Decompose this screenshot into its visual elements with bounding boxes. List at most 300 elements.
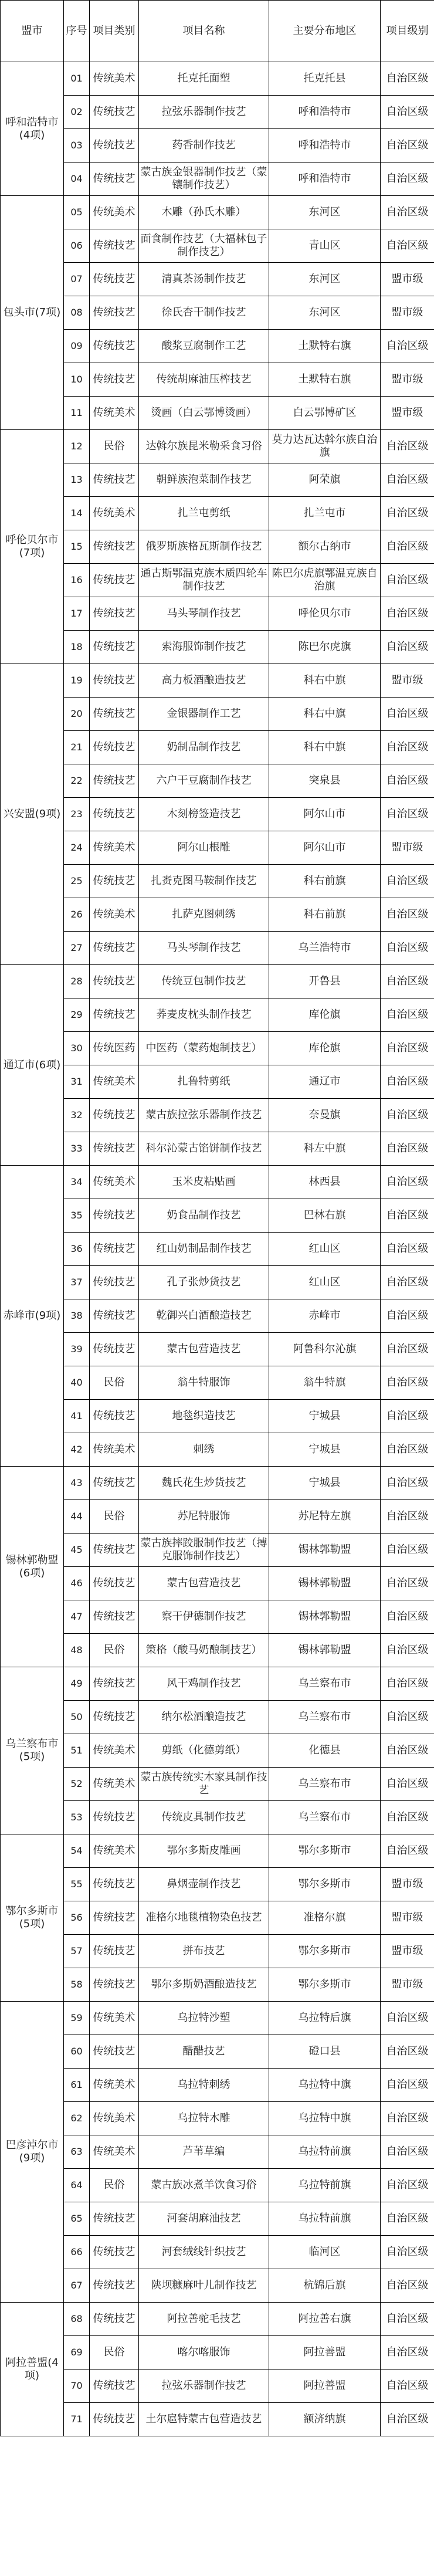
- area-cell: 呼和浩特市: [269, 129, 381, 163]
- category-cell: 传统美术: [90, 898, 139, 932]
- table-row: [1, 196, 434, 229]
- project-name-cell: 乾御兴白酒酿造技艺: [139, 1299, 269, 1333]
- level-cell: 自治区级: [381, 330, 434, 363]
- table-row: [1, 664, 434, 698]
- category-cell: 传统美术: [90, 1065, 139, 1099]
- number-cell: 37: [64, 1266, 90, 1299]
- level-cell: 自治区级: [381, 2303, 434, 2336]
- category-cell: 传统技艺: [90, 229, 139, 263]
- number-cell: 67: [64, 2269, 90, 2303]
- category-cell: 民俗: [90, 2169, 139, 2202]
- table-row: [1, 1065, 434, 1099]
- number-cell: 14: [64, 497, 90, 530]
- area-cell: 库伦旗: [269, 998, 381, 1032]
- number-cell: 15: [64, 530, 90, 564]
- table-row: [1, 1935, 434, 1968]
- number-cell: 48: [64, 1634, 90, 1667]
- area-cell: 开鲁县: [269, 965, 381, 998]
- table-row: [1, 1600, 434, 1634]
- league-cell: 锡林郭勒盟(6项): [1, 1467, 64, 1667]
- area-cell: 临河区: [269, 2236, 381, 2269]
- table-row: [1, 2135, 434, 2169]
- area-cell: 阿拉善盟: [269, 2369, 381, 2403]
- number-cell: 01: [64, 62, 90, 96]
- project-name-cell: 苏尼特服饰: [139, 1500, 269, 1534]
- area-cell: 额尔古纳市: [269, 530, 381, 564]
- number-cell: 41: [64, 1400, 90, 1433]
- project-name-cell: 蒙古族拉弦乐器制作技艺: [139, 1099, 269, 1132]
- table-row: [1, 698, 434, 731]
- number-cell: 57: [64, 1935, 90, 1968]
- number-cell: 13: [64, 463, 90, 497]
- level-cell: 盟市级: [381, 664, 434, 698]
- project-name-cell: 徐氏杏干制作技艺: [139, 296, 269, 330]
- project-name-cell: 蒙古族摔跤服制作技艺（搏克服饰制作技艺）: [139, 1534, 269, 1567]
- number-cell: 44: [64, 1500, 90, 1534]
- area-cell: 鄂尔多斯市: [269, 1834, 381, 1868]
- project-name-cell: 芦苇草编: [139, 2135, 269, 2169]
- level-cell: 自治区级: [381, 1032, 434, 1065]
- table-row: [1, 1701, 434, 1734]
- level-cell: 盟市级: [381, 831, 434, 865]
- project-name-cell: 蒙古族冰煮羊饮食习俗: [139, 2169, 269, 2202]
- level-cell: 自治区级: [381, 1768, 434, 1801]
- number-cell: 49: [64, 1667, 90, 1701]
- table-row: [1, 1266, 434, 1299]
- level-cell: 自治区级: [381, 2035, 434, 2069]
- area-cell: 青山区: [269, 229, 381, 263]
- level-cell: 自治区级: [381, 898, 434, 932]
- league-cell: 巴彦淖尔市(9项): [1, 2002, 64, 2303]
- number-cell: 50: [64, 1701, 90, 1734]
- table-row: [1, 1467, 434, 1500]
- category-cell: 传统美术: [90, 2102, 139, 2135]
- project-name-cell: 刺绣: [139, 1433, 269, 1467]
- category-cell: 传统技艺: [90, 1567, 139, 1600]
- level-cell: 盟市级: [381, 1968, 434, 2002]
- project-name-cell: 魏氏花生炒货技艺: [139, 1467, 269, 1500]
- area-cell: 乌兰察布市: [269, 1801, 381, 1834]
- area-cell: 东河区: [269, 196, 381, 229]
- level-cell: 自治区级: [381, 998, 434, 1032]
- project-name-cell: 红山奶制品制作技艺: [139, 1233, 269, 1266]
- project-name-cell: 通古斯鄂温克族木质四轮车制作技艺: [139, 564, 269, 597]
- level-cell: 自治区级: [381, 1266, 434, 1299]
- table-body: [1, 62, 434, 2436]
- area-cell: 阿荣旗: [269, 463, 381, 497]
- area-cell: 杭锦后旗: [269, 2269, 381, 2303]
- level-cell: 自治区级: [381, 463, 434, 497]
- category-cell: 传统技艺: [90, 2403, 139, 2436]
- number-cell: 06: [64, 229, 90, 263]
- level-cell: 自治区级: [381, 129, 434, 163]
- project-name-cell: 六户干豆腐制作技艺: [139, 764, 269, 798]
- category-cell: 传统技艺: [90, 1266, 139, 1299]
- level-cell: 自治区级: [381, 1634, 434, 1667]
- league-cell: 呼和浩特市(4项): [1, 62, 64, 196]
- level-cell: 自治区级: [381, 1199, 434, 1233]
- level-cell: 自治区级: [381, 2135, 434, 2169]
- table-row: [1, 2002, 434, 2035]
- project-name-cell: 玉米皮粘贴画: [139, 1166, 269, 1199]
- area-cell: 锡林郭勒盟: [269, 1600, 381, 1634]
- number-cell: 22: [64, 764, 90, 798]
- category-cell: 传统技艺: [90, 1968, 139, 2002]
- project-name-cell: 蒙古包营造技艺: [139, 1567, 269, 1600]
- category-cell: 传统技艺: [90, 1099, 139, 1132]
- league-cell: 包头市(7项): [1, 196, 64, 430]
- project-name-cell: 拉弦乐器制作技艺: [139, 2369, 269, 2403]
- number-cell: 60: [64, 2035, 90, 2069]
- number-cell: 62: [64, 2102, 90, 2135]
- number-cell: 11: [64, 397, 90, 430]
- table-row: [1, 296, 434, 330]
- level-cell: 自治区级: [381, 731, 434, 764]
- category-cell: 传统技艺: [90, 2303, 139, 2336]
- table-row: [1, 2369, 434, 2403]
- number-cell: 63: [64, 2135, 90, 2169]
- number-cell: 23: [64, 798, 90, 831]
- header-number: 序号: [64, 1, 90, 62]
- level-cell: 自治区级: [381, 564, 434, 597]
- area-cell: 苏尼特左旗: [269, 1500, 381, 1534]
- level-cell: 自治区级: [381, 1667, 434, 1701]
- table-row: [1, 330, 434, 363]
- table-row: [1, 129, 434, 163]
- area-cell: 宁城县: [269, 1400, 381, 1433]
- category-cell: 传统美术: [90, 831, 139, 865]
- area-cell: 红山区: [269, 1233, 381, 1266]
- number-cell: 56: [64, 1901, 90, 1935]
- area-cell: 化德县: [269, 1734, 381, 1768]
- number-cell: 43: [64, 1467, 90, 1500]
- category-cell: 传统技艺: [90, 1701, 139, 1734]
- number-cell: 26: [64, 898, 90, 932]
- area-cell: 赤峰市: [269, 1299, 381, 1333]
- project-name-cell: 鄂尔多斯皮雕画: [139, 1834, 269, 1868]
- number-cell: 28: [64, 965, 90, 998]
- table-row: [1, 798, 434, 831]
- number-cell: 07: [64, 263, 90, 296]
- number-cell: 61: [64, 2069, 90, 2102]
- project-name-cell: 纳尔松酒酿造技艺: [139, 1701, 269, 1734]
- table-row: [1, 1968, 434, 2002]
- table-row: [1, 564, 434, 597]
- number-cell: 34: [64, 1166, 90, 1199]
- level-cell: 自治区级: [381, 1065, 434, 1099]
- category-cell: 传统技艺: [90, 330, 139, 363]
- area-cell: 准格尔旗: [269, 1901, 381, 1935]
- table-row: [1, 1801, 434, 1834]
- level-cell: 自治区级: [381, 1233, 434, 1266]
- level-cell: 自治区级: [381, 1333, 434, 1366]
- number-cell: 68: [64, 2303, 90, 2336]
- category-cell: 传统技艺: [90, 129, 139, 163]
- area-cell: 科右中旗: [269, 698, 381, 731]
- area-cell: 通辽市: [269, 1065, 381, 1099]
- area-cell: 乌拉特中旗: [269, 2069, 381, 2102]
- area-cell: 呼和浩特市: [269, 163, 381, 196]
- category-cell: 传统技艺: [90, 764, 139, 798]
- area-cell: 阿尔山市: [269, 831, 381, 865]
- area-cell: 呼伦贝尔市: [269, 597, 381, 631]
- header-area: 主要分布地区: [269, 1, 381, 62]
- table-row: [1, 2169, 434, 2202]
- table-row: [1, 1901, 434, 1935]
- project-name-cell: 阿拉善驼毛技艺: [139, 2303, 269, 2336]
- category-cell: 传统技艺: [90, 1467, 139, 1500]
- table-row: [1, 1132, 434, 1166]
- number-cell: 29: [64, 998, 90, 1032]
- category-cell: 传统技艺: [90, 2202, 139, 2236]
- project-name-cell: 荞麦皮枕头制作技艺: [139, 998, 269, 1032]
- table-row: [1, 1366, 434, 1400]
- area-cell: 科左中旗: [269, 1132, 381, 1166]
- number-cell: 33: [64, 1132, 90, 1166]
- area-cell: 库伦旗: [269, 1032, 381, 1065]
- category-cell: 传统美术: [90, 2135, 139, 2169]
- table-row: [1, 2069, 434, 2102]
- area-cell: 鄂尔多斯市: [269, 1935, 381, 1968]
- category-cell: 传统技艺: [90, 1801, 139, 1834]
- category-cell: 传统技艺: [90, 597, 139, 631]
- project-name-cell: 传统胡麻油压榨技艺: [139, 363, 269, 397]
- area-cell: 锡林郭勒盟: [269, 1567, 381, 1600]
- project-name-cell: 马头琴制作技艺: [139, 597, 269, 631]
- league-cell: 乌兰察布市(5项): [1, 1667, 64, 1834]
- level-cell: 自治区级: [381, 1467, 434, 1500]
- category-cell: 民俗: [90, 1500, 139, 1534]
- level-cell: 自治区级: [381, 1734, 434, 1768]
- table-row: [1, 263, 434, 296]
- project-name-cell: 面食制作技艺（大福林包子制作技艺）: [139, 229, 269, 263]
- level-cell: 盟市级: [381, 1935, 434, 1968]
- table-row: [1, 2236, 434, 2269]
- project-name-cell: 蒙古族传统实木家具制作技艺: [139, 1768, 269, 1801]
- category-cell: 传统技艺: [90, 698, 139, 731]
- area-cell: 呼和浩特市: [269, 96, 381, 129]
- table-row: [1, 731, 434, 764]
- level-cell: 自治区级: [381, 2169, 434, 2202]
- category-cell: 传统技艺: [90, 1132, 139, 1166]
- project-name-cell: 科尔沁蒙古馅饼制作技艺: [139, 1132, 269, 1166]
- header-category: 项目类别: [90, 1, 139, 62]
- category-cell: 传统技艺: [90, 865, 139, 898]
- area-cell: 突泉县: [269, 764, 381, 798]
- project-name-cell: 木雕（孙氏木雕）: [139, 196, 269, 229]
- level-cell: 自治区级: [381, 1433, 434, 1467]
- level-cell: 自治区级: [381, 2102, 434, 2135]
- table-row: [1, 397, 434, 430]
- number-cell: 55: [64, 1868, 90, 1901]
- area-cell: 乌拉特前旗: [269, 2169, 381, 2202]
- area-cell: 东河区: [269, 296, 381, 330]
- project-name-cell: 乌拉特沙塑: [139, 2002, 269, 2035]
- area-cell: 鄂尔多斯市: [269, 1868, 381, 1901]
- level-cell: 自治区级: [381, 1500, 434, 1534]
- level-cell: 自治区级: [381, 96, 434, 129]
- number-cell: 69: [64, 2336, 90, 2369]
- number-cell: 71: [64, 2403, 90, 2436]
- table-row: [1, 1734, 434, 1768]
- category-cell: 传统技艺: [90, 530, 139, 564]
- level-cell: 自治区级: [381, 1801, 434, 1834]
- project-name-cell: 木刻榜签造技艺: [139, 798, 269, 831]
- league-cell: 赤峰市(9项): [1, 1166, 64, 1467]
- category-cell: 传统技艺: [90, 163, 139, 196]
- league-cell: 兴安盟(9项): [1, 664, 64, 965]
- category-cell: 传统技艺: [90, 1600, 139, 1634]
- level-cell: 自治区级: [381, 764, 434, 798]
- project-name-cell: 托克托面塑: [139, 62, 269, 96]
- number-cell: 45: [64, 1534, 90, 1567]
- area-cell: 科右前旗: [269, 898, 381, 932]
- level-cell: 盟市级: [381, 1901, 434, 1935]
- project-name-cell: 扎兰屯剪纸: [139, 497, 269, 530]
- area-cell: 乌兰察布市: [269, 1667, 381, 1701]
- project-name-cell: 剪纸（化德剪纸）: [139, 1734, 269, 1768]
- level-cell: 自治区级: [381, 2336, 434, 2369]
- level-cell: 自治区级: [381, 2269, 434, 2303]
- table-row: [1, 1667, 434, 1701]
- number-cell: 05: [64, 196, 90, 229]
- table-row: [1, 163, 434, 196]
- number-cell: 36: [64, 1233, 90, 1266]
- table-row: [1, 1099, 434, 1132]
- project-name-cell: 乌拉特木雕: [139, 2102, 269, 2135]
- category-cell: 传统美术: [90, 62, 139, 96]
- project-name-cell: 土尔扈特蒙古包营造技艺: [139, 2403, 269, 2436]
- level-cell: 自治区级: [381, 1534, 434, 1567]
- area-cell: 乌兰察布市: [269, 1768, 381, 1801]
- number-cell: 38: [64, 1299, 90, 1333]
- number-cell: 17: [64, 597, 90, 631]
- level-cell: 自治区级: [381, 497, 434, 530]
- table-row: [1, 898, 434, 932]
- area-cell: 锡林郭勒盟: [269, 1534, 381, 1567]
- number-cell: 24: [64, 831, 90, 865]
- area-cell: 乌兰浩特市: [269, 932, 381, 965]
- project-name-cell: 酸浆豆腐制作工艺: [139, 330, 269, 363]
- project-name-cell: 索海服饰制作技艺: [139, 631, 269, 664]
- number-cell: 66: [64, 2236, 90, 2269]
- number-cell: 10: [64, 363, 90, 397]
- table-row: [1, 597, 434, 631]
- category-cell: 传统美术: [90, 1768, 139, 1801]
- level-cell: 盟市级: [381, 363, 434, 397]
- table-row: [1, 831, 434, 865]
- project-name-cell: 扎萨克图刺绣: [139, 898, 269, 932]
- level-cell: 自治区级: [381, 798, 434, 831]
- project-name-cell: 朝鲜族泡菜制作技艺: [139, 463, 269, 497]
- area-cell: 宁城县: [269, 1467, 381, 1500]
- table-row: [1, 2102, 434, 2135]
- table-row: [1, 463, 434, 497]
- project-name-cell: 鼻烟壶制作技艺: [139, 1868, 269, 1901]
- table-row: [1, 1032, 434, 1065]
- table-row: [1, 229, 434, 263]
- table-row: [1, 2269, 434, 2303]
- project-name-cell: 拼布技艺: [139, 1935, 269, 1968]
- category-cell: 传统技艺: [90, 263, 139, 296]
- league-cell: 通辽市(6项): [1, 965, 64, 1166]
- level-cell: 自治区级: [381, 2369, 434, 2403]
- category-cell: 传统美术: [90, 2069, 139, 2102]
- league-cell: 鄂尔多斯市(5项): [1, 1834, 64, 2002]
- level-cell: 自治区级: [381, 1166, 434, 1199]
- table-row: [1, 1433, 434, 1467]
- category-cell: 民俗: [90, 430, 139, 463]
- area-cell: 阿鲁科尔沁旗: [269, 1333, 381, 1366]
- category-cell: 传统技艺: [90, 965, 139, 998]
- level-cell: 自治区级: [381, 2002, 434, 2035]
- table-row: [1, 764, 434, 798]
- number-cell: 51: [64, 1734, 90, 1768]
- table-row: [1, 2303, 434, 2336]
- area-cell: 阿尔山市: [269, 798, 381, 831]
- category-cell: 传统美术: [90, 397, 139, 430]
- project-name-cell: 拉弦乐器制作技艺: [139, 96, 269, 129]
- project-name-cell: 策格（酸马奶酿制技艺）: [139, 1634, 269, 1667]
- header-level: 项目级别: [381, 1, 434, 62]
- category-cell: 传统技艺: [90, 96, 139, 129]
- category-cell: 民俗: [90, 1634, 139, 1667]
- level-cell: 自治区级: [381, 163, 434, 196]
- area-cell: 林西县: [269, 1166, 381, 1199]
- area-cell: 乌拉特前旗: [269, 2135, 381, 2169]
- level-cell: 自治区级: [381, 2069, 434, 2102]
- project-name-cell: 风干鸡制作技艺: [139, 1667, 269, 1701]
- category-cell: 传统技艺: [90, 1233, 139, 1266]
- level-cell: 自治区级: [381, 1099, 434, 1132]
- category-cell: 传统技艺: [90, 363, 139, 397]
- category-cell: 民俗: [90, 1366, 139, 1400]
- level-cell: 自治区级: [381, 62, 434, 96]
- area-cell: 陈巴尔虎旗: [269, 631, 381, 664]
- category-cell: 传统技艺: [90, 1299, 139, 1333]
- number-cell: 59: [64, 2002, 90, 2035]
- project-name-cell: 达斡尔族昆米勒采食习俗: [139, 430, 269, 463]
- table-row: [1, 1233, 434, 1266]
- level-cell: 自治区级: [381, 1834, 434, 1868]
- level-cell: 自治区级: [381, 1567, 434, 1600]
- table-row: [1, 865, 434, 898]
- level-cell: 自治区级: [381, 698, 434, 731]
- table-row: [1, 1166, 434, 1199]
- table-row: [1, 1768, 434, 1801]
- level-cell: 自治区级: [381, 1400, 434, 1433]
- level-cell: 盟市级: [381, 397, 434, 430]
- number-cell: 02: [64, 96, 90, 129]
- project-name-cell: 翁牛特服饰: [139, 1366, 269, 1400]
- area-cell: 科右中旗: [269, 731, 381, 764]
- area-cell: 陈巴尔虎旗鄂温克族自治旗: [269, 564, 381, 597]
- level-cell: 自治区级: [381, 1600, 434, 1634]
- area-cell: 红山区: [269, 1266, 381, 1299]
- category-cell: 传统美术: [90, 196, 139, 229]
- table-row: [1, 1199, 434, 1233]
- project-name-cell: 马头琴制作技艺: [139, 932, 269, 965]
- number-cell: 65: [64, 2202, 90, 2236]
- project-name-cell: 奶食品制作技艺: [139, 1199, 269, 1233]
- project-name-cell: 乌拉特刺绣: [139, 2069, 269, 2102]
- project-name-cell: 扎鲁特剪纸: [139, 1065, 269, 1099]
- level-cell: 盟市级: [381, 296, 434, 330]
- category-cell: 传统技艺: [90, 631, 139, 664]
- number-cell: 32: [64, 1099, 90, 1132]
- area-cell: 奈曼旗: [269, 1099, 381, 1132]
- level-cell: 自治区级: [381, 1366, 434, 1400]
